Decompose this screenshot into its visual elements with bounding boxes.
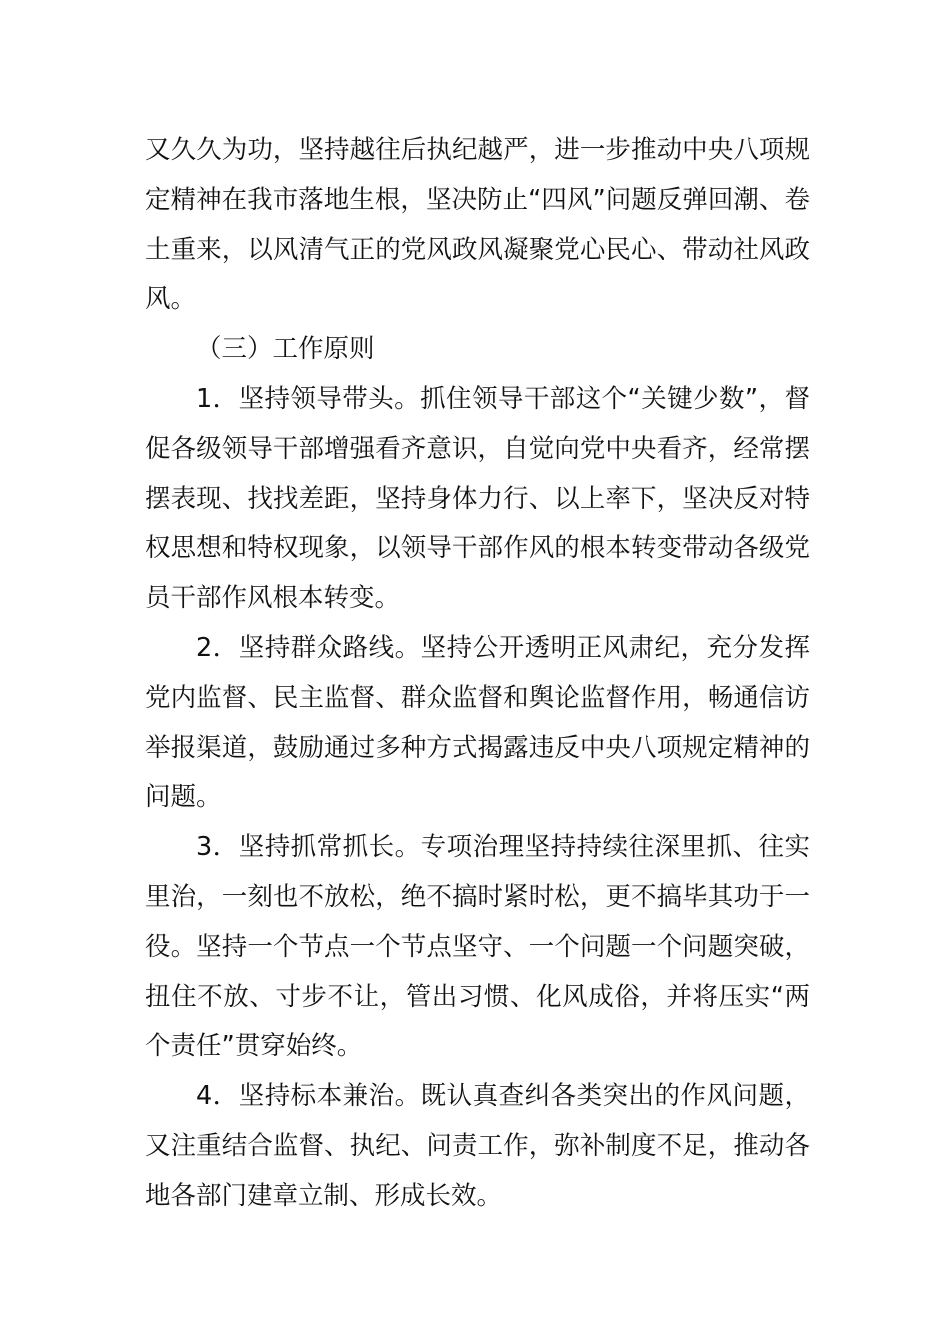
paragraph-principle-1: 1．坚持领导带头。抓住领导干部这个“关键少数”，督促各级领导干部增强看齐意识，自觉向党中央看齐，经常摆摆表现、找找差距，坚持身体力行、以上率下，坚决反对特权思想和特权现象，以领导干部作风的根本转变带动各级党员干部作风根本转变。 <box>145 383 810 614</box>
document-body <box>145 126 810 1222</box>
paragraph-principle-3: 3．坚持抓常抓长。专项治理坚持持续往深里抓、往实里治，一刻也不放松，绝不搞时紧时松，更不搞毕其功于一役。坚持一个节点一个节点坚守、一个问题一个问题突破，扭住不放、寸步不让，管出习惯、化风成俗，并将压实“两个责任”贯穿始终。 <box>145 832 810 1062</box>
paragraph-principle-4: 4．坚持标本兼治。既认真查纠各类突出的作风问题，又注重结合监督、执纪、问责工作，弥补制度不足，推动各地各部门建章立制、形成长效。 <box>145 1081 810 1211</box>
paragraph-principle-2: 2．坚持群众路线。坚持公开透明正风肃纪，充分发挥党内监督、民主监督、群众监督和舆论监督作用，畅通信访举报渠道，鼓励通过多种方式揭露违反中央八项规定精神的问题。 <box>145 632 810 813</box>
section-heading: （三）工作原则 <box>196 334 375 365</box>
paragraph-intro-continuation: 又久久为功，坚持越往后执纪越严，进一步推动中央八项规定精神在我市落地生根，坚决防止“四风”问题反弹回潮、卷土重来，以风清气正的党风政风凝聚党心民心、带动社风政风。 <box>145 135 810 315</box>
